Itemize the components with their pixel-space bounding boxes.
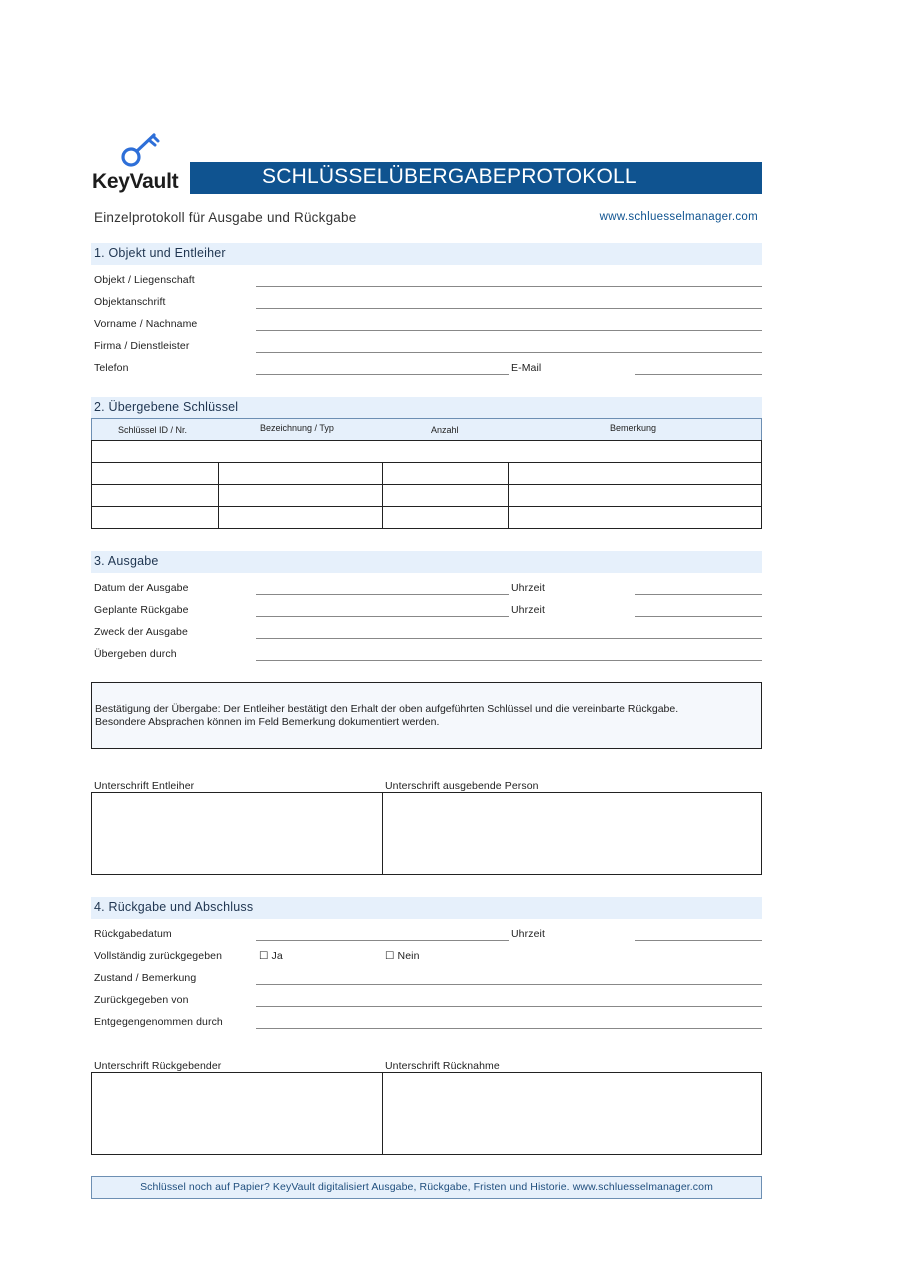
field-label-zustand: Zustand / Bemerkung	[94, 972, 197, 984]
subtitle: Einzelprotokoll für Ausgabe und Rückgabe	[94, 210, 357, 225]
table-row-divider	[91, 484, 762, 485]
title-bar	[190, 162, 762, 194]
field-label-rueckgabedatum: Rückgabedatum	[94, 928, 172, 940]
column-header-count: Anzahl	[431, 425, 459, 435]
key-icon	[120, 130, 162, 170]
signature-box-ausgabe[interactable]	[382, 792, 762, 875]
field-label-zurueckgegeben: Zurückgegeben von	[94, 994, 189, 1006]
table-row-divider	[91, 462, 762, 463]
confirmation-text: Bestätigung der Übergabe: Der Entleiher bestätigt den Erhalt der oben aufgeführten Schlüssel und die vereinbarte Rückgabe. Besondere Absprachen können im Feld Bemerkung dokumentiert werden.	[95, 703, 679, 728]
field-objekt-line[interactable]	[256, 286, 762, 287]
field-label-firma: Firma / Dienstleister	[94, 340, 190, 352]
field-label-objekt: Objekt / Liegenschaft	[94, 274, 195, 286]
field-label-uhrzeit: Uhrzeit	[511, 604, 545, 616]
field-label-uhrzeit: Uhrzeit	[511, 928, 545, 940]
field-uhrzeit-line[interactable]	[635, 616, 762, 617]
brand-logo: KeyVault	[92, 170, 179, 193]
section-1-heading: 1. Objekt und Entleiher	[91, 243, 762, 265]
field-firma-line[interactable]	[256, 352, 762, 353]
field-email-line[interactable]	[635, 374, 762, 375]
website-link[interactable]: www.schluesselmanager.com	[599, 211, 758, 223]
signature-box-rueckgebender[interactable]	[91, 1072, 383, 1155]
column-header-id: Schlüssel ID / Nr.	[118, 425, 188, 435]
table-col-divider	[382, 462, 383, 529]
field-entgegengenommen-line[interactable]	[256, 1028, 762, 1029]
field-zurueckgegeben-line[interactable]	[256, 1006, 762, 1007]
field-telefon-line[interactable]	[256, 374, 509, 375]
field-label-datum-ausgabe: Datum der Ausgabe	[94, 582, 189, 594]
field-anschrift-line[interactable]	[256, 308, 762, 309]
signature-label-rueckgebender: Unterschrift Rückgebender	[94, 1060, 222, 1072]
signature-label-ruecknahme: Unterschrift Rücknahme	[385, 1060, 500, 1072]
field-geplante-rueckgabe-line[interactable]	[256, 616, 509, 617]
confirmation-box	[91, 682, 762, 749]
signature-box-ruecknahme[interactable]	[382, 1072, 762, 1155]
field-label-uebergeben: Übergeben durch	[94, 648, 177, 660]
field-zustand-line[interactable]	[256, 984, 762, 985]
table-col-divider	[218, 462, 219, 529]
field-label-email: E-Mail	[511, 362, 542, 374]
column-header-type: Bezeichnung / Typ	[260, 423, 334, 433]
signature-box-entleiher[interactable]	[91, 792, 383, 875]
table-col-divider	[508, 462, 509, 529]
field-zweck-line[interactable]	[256, 638, 762, 639]
signature-label-entleiher: Unterschrift Entleiher	[94, 780, 195, 792]
signature-label-ausgabe: Unterschrift ausgebende Person	[385, 780, 539, 792]
footer-banner	[91, 1176, 762, 1199]
field-label-zweck: Zweck der Ausgabe	[94, 626, 188, 638]
field-label-telefon: Telefon	[94, 362, 129, 374]
page-title: SCHLÜSSELÜBERGABEPROTOKOLL	[262, 165, 637, 188]
checkbox-ja[interactable]: ☐ Ja	[259, 950, 283, 962]
field-label-vollstaendig: Vollständig zurückgegeben	[94, 950, 223, 962]
field-label-anschrift: Objektanschrift	[94, 296, 166, 308]
section-3-heading: 3. Ausgabe	[91, 551, 762, 573]
field-label-entgegengenommen: Entgegengenommen durch	[94, 1016, 223, 1028]
table-row-divider	[91, 506, 762, 507]
column-header-note: Bemerkung	[610, 423, 657, 433]
field-datum-ausgabe-line[interactable]	[256, 594, 509, 595]
checkbox-nein[interactable]: ☐ Nein	[385, 950, 420, 962]
footer-text[interactable]: Schlüssel noch auf Papier? KeyVault digitalisiert Ausgabe, Rückgabe, Fristen und Historie. www.schluesselmanager.com	[140, 1181, 713, 1193]
section-4-heading: 4. Rückgabe und Abschluss	[91, 897, 762, 919]
field-uhrzeit-line[interactable]	[635, 940, 762, 941]
field-label-geplante-rueckgabe: Geplante Rückgabe	[94, 604, 189, 616]
field-uebergeben-line[interactable]	[256, 660, 762, 661]
field-label-name: Vorname / Nachname	[94, 318, 198, 330]
field-uhrzeit-line[interactable]	[635, 594, 762, 595]
field-name-line[interactable]	[256, 330, 762, 331]
field-rueckgabedatum-line[interactable]	[256, 940, 509, 941]
table-header	[91, 418, 762, 441]
section-2-heading: 2. Übergebene Schlüssel	[91, 397, 762, 419]
field-label-uhrzeit: Uhrzeit	[511, 582, 545, 594]
